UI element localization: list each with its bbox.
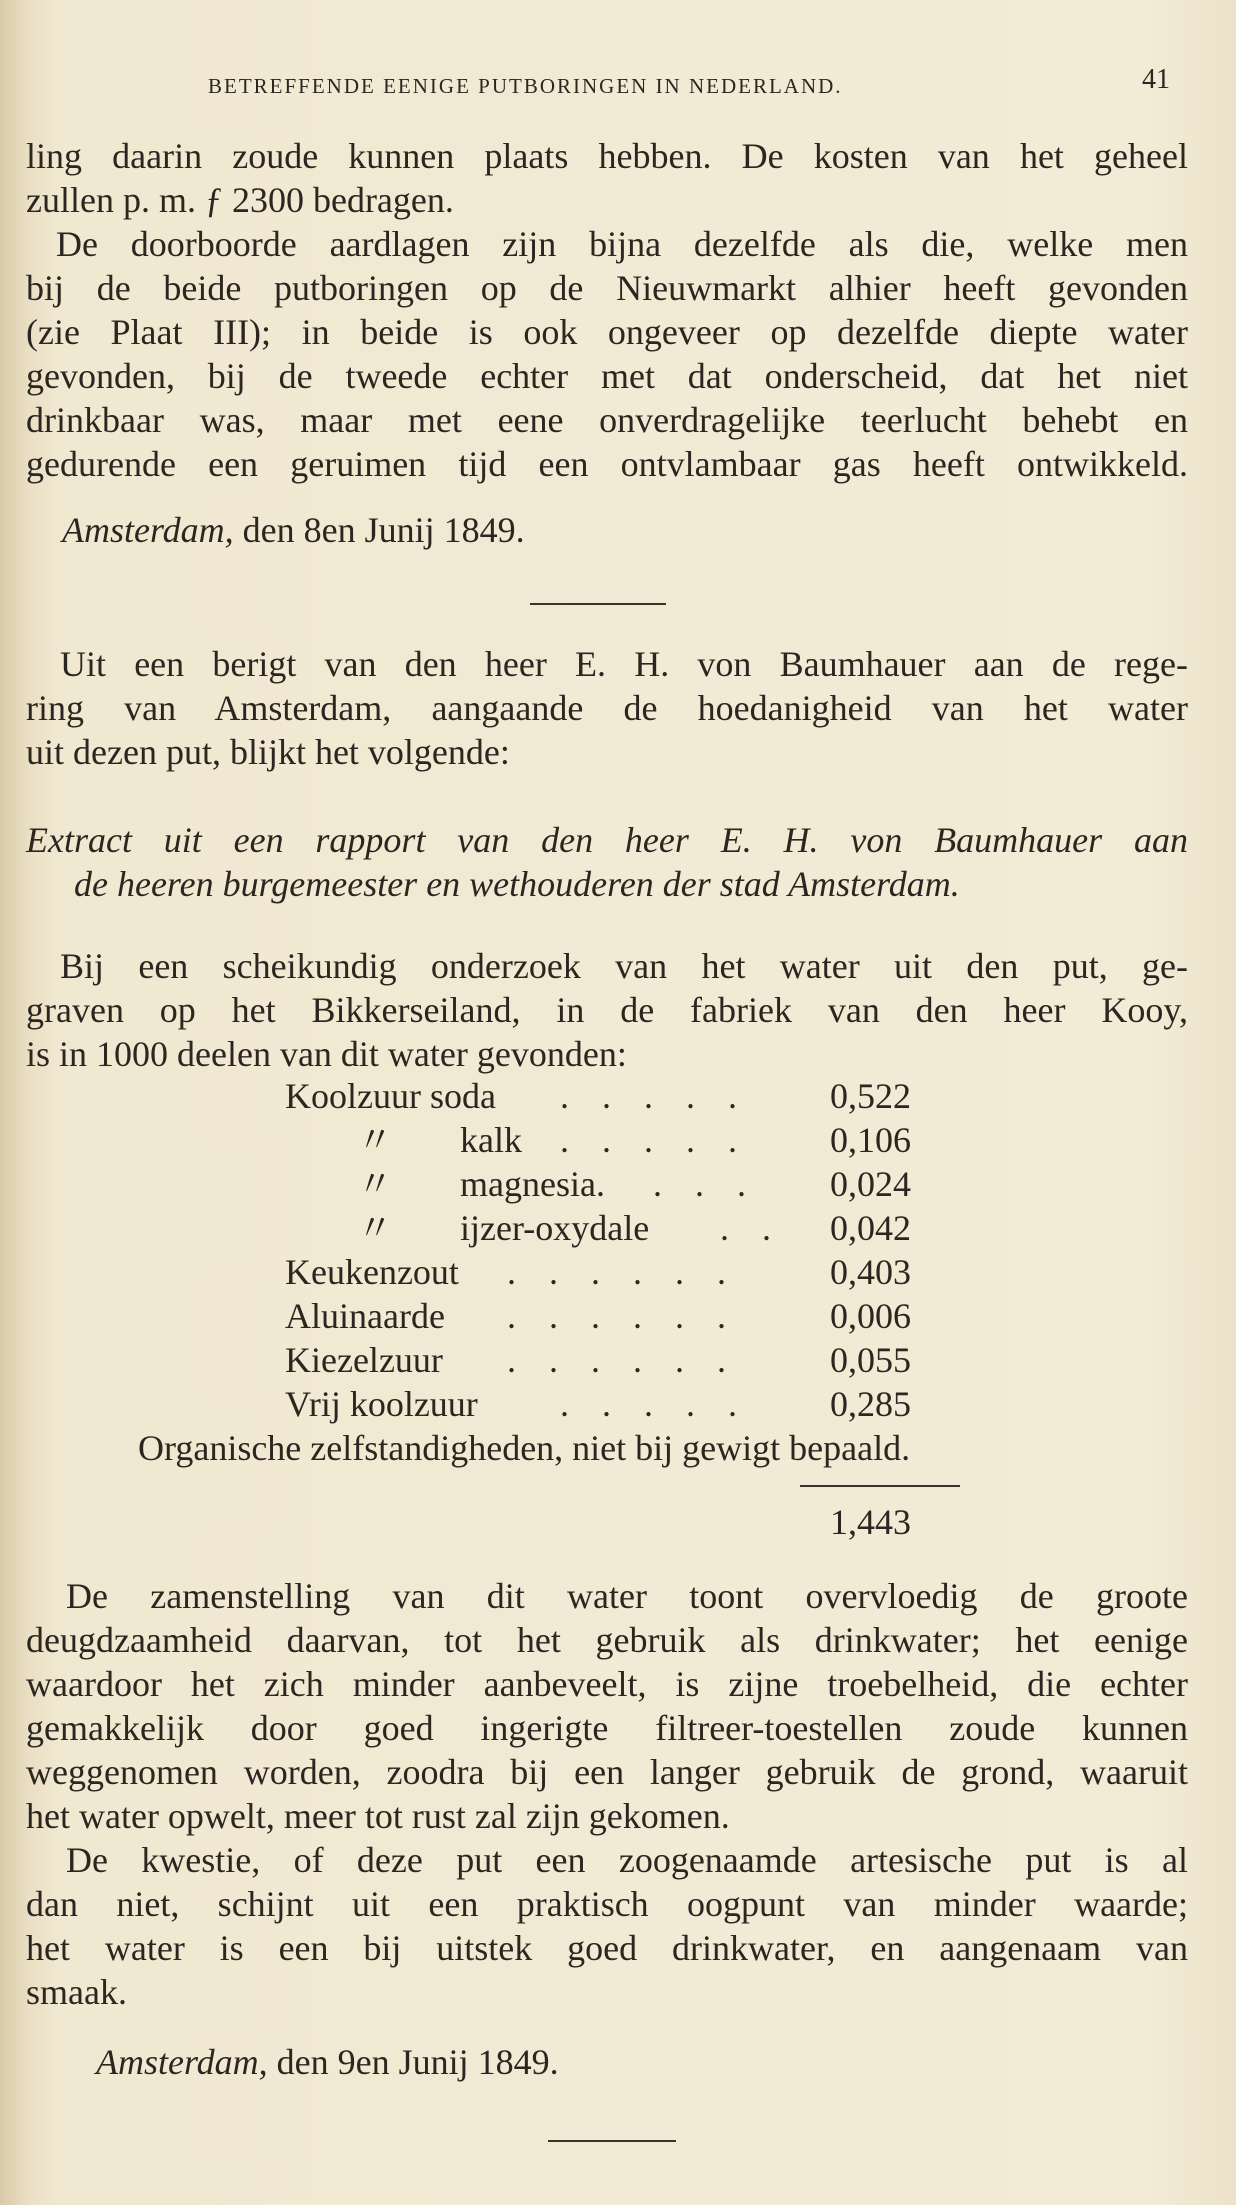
- dateline-date: den 9en Junij 1849.: [276, 2042, 559, 2082]
- analysis-value: 0,042: [830, 1208, 911, 1248]
- text-line: zullen p. m. ƒ 2300 bedragen.: [26, 180, 454, 220]
- text-line: ling daarin zoude kunnen plaats hebben. De kosten van het geheel: [26, 136, 1188, 176]
- text-line: De zamenstelling van dit water toont overvloedig de groote: [66, 1576, 1188, 1616]
- text-line: het water is een bij uitstek goed drinkwater, en aangenaam van: [26, 1928, 1188, 1968]
- dateline-place: Amsterdam,: [96, 2042, 268, 2082]
- analysis-value: 0,006: [830, 1296, 911, 1336]
- section-divider: [548, 2140, 676, 2142]
- text-line: ring van Amsterdam, aangaande de hoedanigheid van het water: [26, 688, 1188, 728]
- ditto-mark: 〃: [357, 1208, 394, 1248]
- text-line: smaak.: [26, 1972, 127, 2012]
- text-line: Uit een berigt van den heer E. H. von Baumhauer aan de rege-: [60, 644, 1188, 684]
- leader-dots: . . .: [653, 1164, 758, 1204]
- analysis-value: 0,055: [830, 1340, 911, 1380]
- text-line: Bij een scheikundig onderzoek van het water uit den put, ge-: [60, 946, 1188, 986]
- dateline: [62, 508, 525, 552]
- text-line: De doorboorde aardlagen zijn bijna dezelfde als die, welke men: [56, 224, 1188, 264]
- text-line: De kwestie, of deze put een zoogenaamde artesische put is al: [66, 1840, 1188, 1880]
- running-header: BETREFFENDE EENIGE PUTBORINGEN IN NEDERLAND.: [208, 74, 843, 98]
- text-line: gedurende een geruimen tijd een ontvlambaar gas heeft ontwikkeld.: [26, 444, 1188, 484]
- leader-dots: . . . . .: [560, 1076, 749, 1116]
- analysis-name: Kiezelzuur: [285, 1340, 443, 1380]
- text-line: drinkbaar was, maar met eene onverdragelijke teerlucht behebt en: [26, 400, 1188, 440]
- text-line: gevonden, bij de tweede echter met dat onderscheid, dat het niet: [26, 356, 1188, 396]
- text-line: bij de beide putboringen op de Nieuwmarkt alhier heeft gevonden: [26, 268, 1188, 308]
- text-line: het water opwelt, meer tot rust zal zijn gekomen.: [26, 1796, 730, 1836]
- leader-dots: . . . . . .: [507, 1252, 738, 1292]
- sum-rule: [800, 1485, 960, 1487]
- analysis-row: [285, 1074, 935, 1118]
- analysis-value: 0,285: [830, 1384, 911, 1424]
- analysis-row: [285, 1162, 935, 1206]
- analysis-name: Keukenzout: [285, 1252, 459, 1292]
- analysis-value: 0,403: [830, 1252, 911, 1292]
- text-line: is in 1000 deelen van dit water gevonden:: [26, 1034, 627, 1074]
- text-line: uit dezen put, blijkt het volgende:: [26, 732, 510, 772]
- analysis-name: kalk: [460, 1120, 522, 1160]
- ditto-mark: 〃: [357, 1164, 394, 1204]
- text-line: weggenomen worden, zoodra bij een langer gebruik de grond, waaruit: [26, 1752, 1188, 1792]
- text-line: graven op het Bikkerseiland, in de fabriek van den heer Kooy,: [26, 990, 1188, 1030]
- leader-dots: . . . . . .: [507, 1340, 738, 1380]
- ditto-mark: 〃: [357, 1120, 394, 1160]
- analysis-name: ijzer-oxydale: [460, 1208, 650, 1248]
- analysis-name: magnesia.: [460, 1164, 605, 1204]
- text-line: deugdzaamheid daarvan, tot het gebruik als drinkwater; het eenige: [26, 1620, 1188, 1660]
- analysis-row: [285, 1338, 935, 1382]
- analysis-value: 0,106: [830, 1120, 911, 1160]
- analysis-row: [285, 1294, 935, 1338]
- page-number: 41: [1142, 64, 1170, 95]
- analysis-value: 0,522: [830, 1076, 911, 1116]
- analysis-value: 0,024: [830, 1164, 911, 1204]
- analysis-name: Aluinaarde: [285, 1296, 445, 1336]
- analysis-row: [285, 1382, 935, 1426]
- text-line: (zie Plaat III); in beide is ook ongeveer op dezelfde diepte water: [26, 312, 1188, 352]
- dateline: [96, 2040, 559, 2084]
- analysis-total: 1,443: [830, 1502, 911, 1542]
- analysis-row: [285, 1250, 935, 1294]
- section-divider: [530, 603, 666, 605]
- dateline-place: Amsterdam,: [62, 510, 234, 550]
- leader-dots: . . . . .: [560, 1384, 749, 1424]
- analysis-row: [285, 1118, 935, 1162]
- text-line: gemakkelijk door goed ingerigte filtreer-toestellen zoude kunnen: [26, 1708, 1188, 1748]
- organic-note: Organische zelfstandigheden, niet bij gewigt bepaald.: [138, 1428, 911, 1468]
- analysis-name: Koolzuur soda: [285, 1076, 496, 1116]
- analysis-row: [285, 1206, 935, 1250]
- dateline-date: den 8en Junij 1849.: [242, 510, 525, 550]
- leader-dots: . . . . .: [560, 1120, 749, 1160]
- text-line: waardoor het zich minder aanbeveelt, is zijne troebelheid, die echter: [26, 1664, 1188, 1704]
- extract-title-line: de heeren burgemeester en wethouderen der stad Amsterdam.: [74, 864, 960, 904]
- leader-dots: . . . . . .: [507, 1296, 738, 1336]
- text-line: dan niet, schijnt uit een praktisch oogpunt van minder waarde;: [26, 1884, 1188, 1924]
- leader-dots: . .: [720, 1208, 783, 1248]
- extract-title-line: Extract uit een rapport van den heer E. H. von Baumhauer aan: [26, 820, 1188, 860]
- analysis-name: Vrij koolzuur: [285, 1384, 478, 1424]
